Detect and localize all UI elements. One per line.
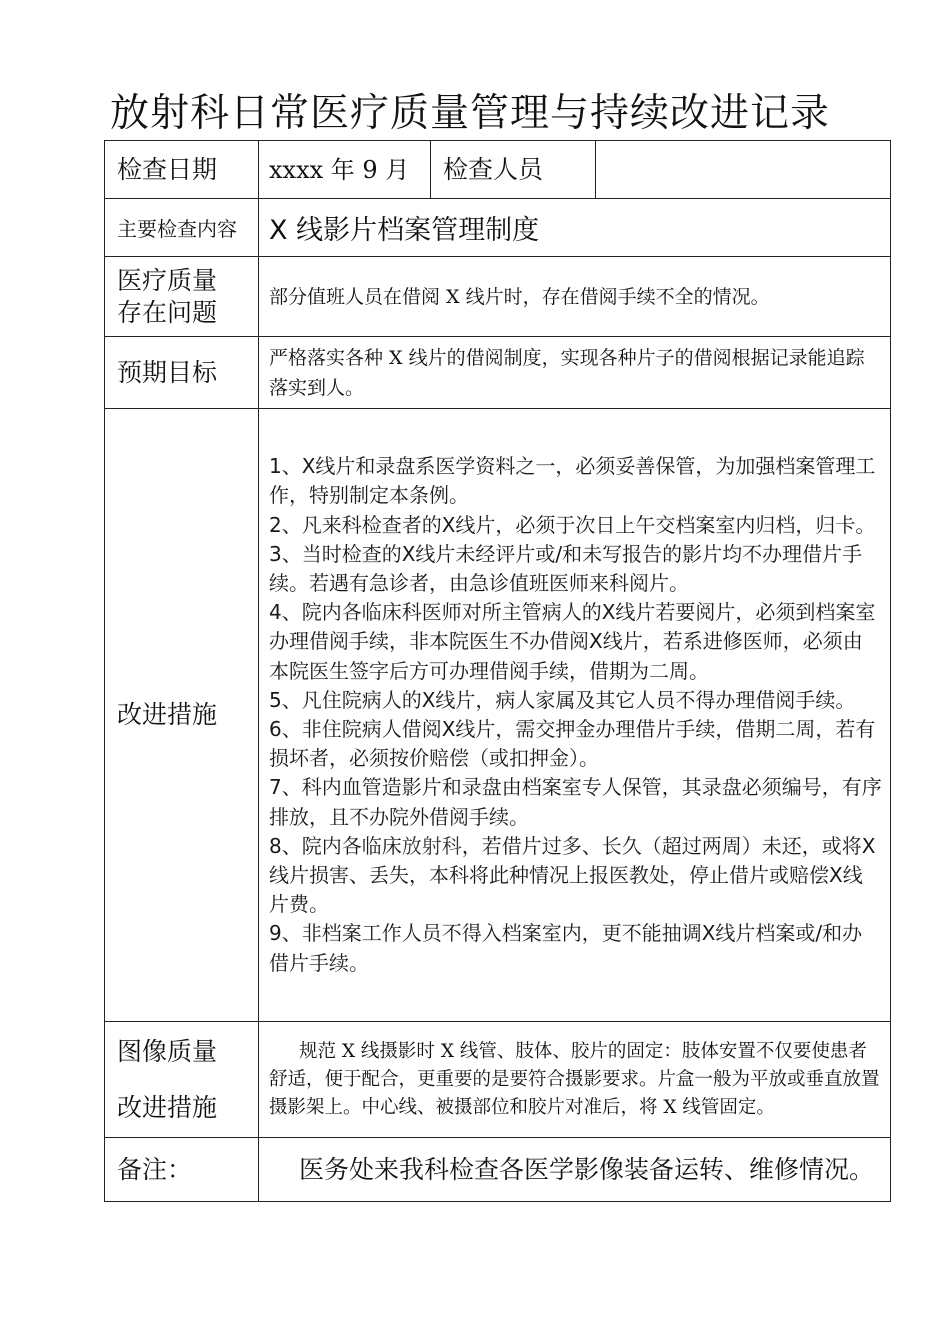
- remarks-value: 医务处来我科检查各医学影像装备运转、维修情况。: [259, 1138, 891, 1202]
- measure-item: 3、当时检查的X线片未经评片或/和未写报告的影片均不办理借片手续。若遇有急诊者，由急诊值班医师来科阅片。: [269, 541, 863, 595]
- date-value: xxxx 年 9 月: [259, 141, 431, 199]
- image-quality-value: 规范 X 线摄影时 X 线管、肢体、胶片的固定：肢体安置不仅要使患者舒适，便于配合，更重要的是要符合摄影要求。片盒一般为平放或垂直放置摄影架上。中心线、被摄部位和胶片对准后，将 X 线管固定。: [259, 1022, 891, 1138]
- row-remarks: [105, 1138, 891, 1202]
- remarks-label: 备注：: [105, 1138, 259, 1202]
- quality-record-table: [104, 140, 891, 1202]
- row-main-content: [105, 199, 891, 257]
- measure-item: [269, 832, 882, 920]
- image-quality-label-line2: 改进措施: [117, 1092, 218, 1122]
- improvement-measures-list: [259, 409, 891, 1022]
- measure-item: 1、X线片和录盘系医学资料之一，必须妥善保管，为加强档案管理工作，特别制定本条例。: [269, 454, 876, 508]
- expected-goal-label: 预期目标: [105, 337, 259, 409]
- measure-item: 5、凡住院病人的X线片，病人家属及其它人员不得办理借阅手续。: [269, 687, 856, 712]
- measure-item: 4、院内各临床科医师对所主管病人的X线片若要阅片，必须到档案室办理借阅手续，非本院医生不办借阅X线片，若系进修医师，必须由本院医生签字后方可办理借阅手续，借期为二周。: [269, 600, 876, 683]
- row-quality-issue: [105, 257, 891, 337]
- quality-issue-label: [105, 257, 259, 337]
- measure-item8-suffix: ，若借片过多、长久（超过两周）未还，或将X线片损害、丢失，本科将此种情况上报医教处，停止借片或赔偿X线片费。: [269, 833, 876, 917]
- page-title: 放射科日常医疗质量管理与持续改进记录: [110, 91, 831, 136]
- row-improvement-measures: [105, 409, 891, 1022]
- inspector-value: [596, 141, 891, 199]
- measure-item: 6、非住院病人借阅X线片，需交押金办理借片手续，借期二周，若有损坏者，必须按价赔偿（或扣押金）。: [269, 717, 876, 771]
- measure-item: 9、非档案工作人员不得入档案室内，更不能抽调X线片档案或/和办借片手续。: [269, 921, 863, 975]
- measure-item: 2、凡来科检查者的X线片，必须于次日上午交档案室内归档，归卡。: [269, 512, 876, 537]
- measure-item: 7、科内血管造影片和录盘由档案室专人保管，其录盘必须编号，有序排放，且不办院外借阅手续。: [269, 775, 882, 829]
- image-quality-label-line1: 图像质量: [117, 1036, 218, 1066]
- image-quality-label: [105, 1022, 259, 1138]
- row-expected-goal: [105, 337, 891, 409]
- expected-goal-value: 严格落实各种 X 线片的借阅制度，实现各种片子的借阅根据记录能追踪落实到人。: [259, 337, 891, 409]
- quality-issue-label-line2: 存在问题: [117, 297, 218, 327]
- date-label: 检查日期: [105, 141, 259, 199]
- quality-issue-label-line1: 医疗质量: [117, 265, 218, 295]
- quality-issue-value: 部分值班人员在借阅 X 线片时，存在借阅手续不全的情况。: [259, 257, 891, 337]
- main-content-label: 主要检查内容: [105, 199, 259, 257]
- improvement-measures-label: 改进措施: [105, 409, 259, 1022]
- main-content-value: X 线影片档案管理制度: [259, 199, 891, 257]
- inspector-label: 检查人员: [431, 141, 596, 199]
- row-image-quality: [105, 1022, 891, 1138]
- measure-item8-prefix: 8、院内各临床: [269, 833, 402, 858]
- measure-item8-highlight: 放射科: [401, 833, 462, 858]
- row-inspection-info: [105, 141, 891, 199]
